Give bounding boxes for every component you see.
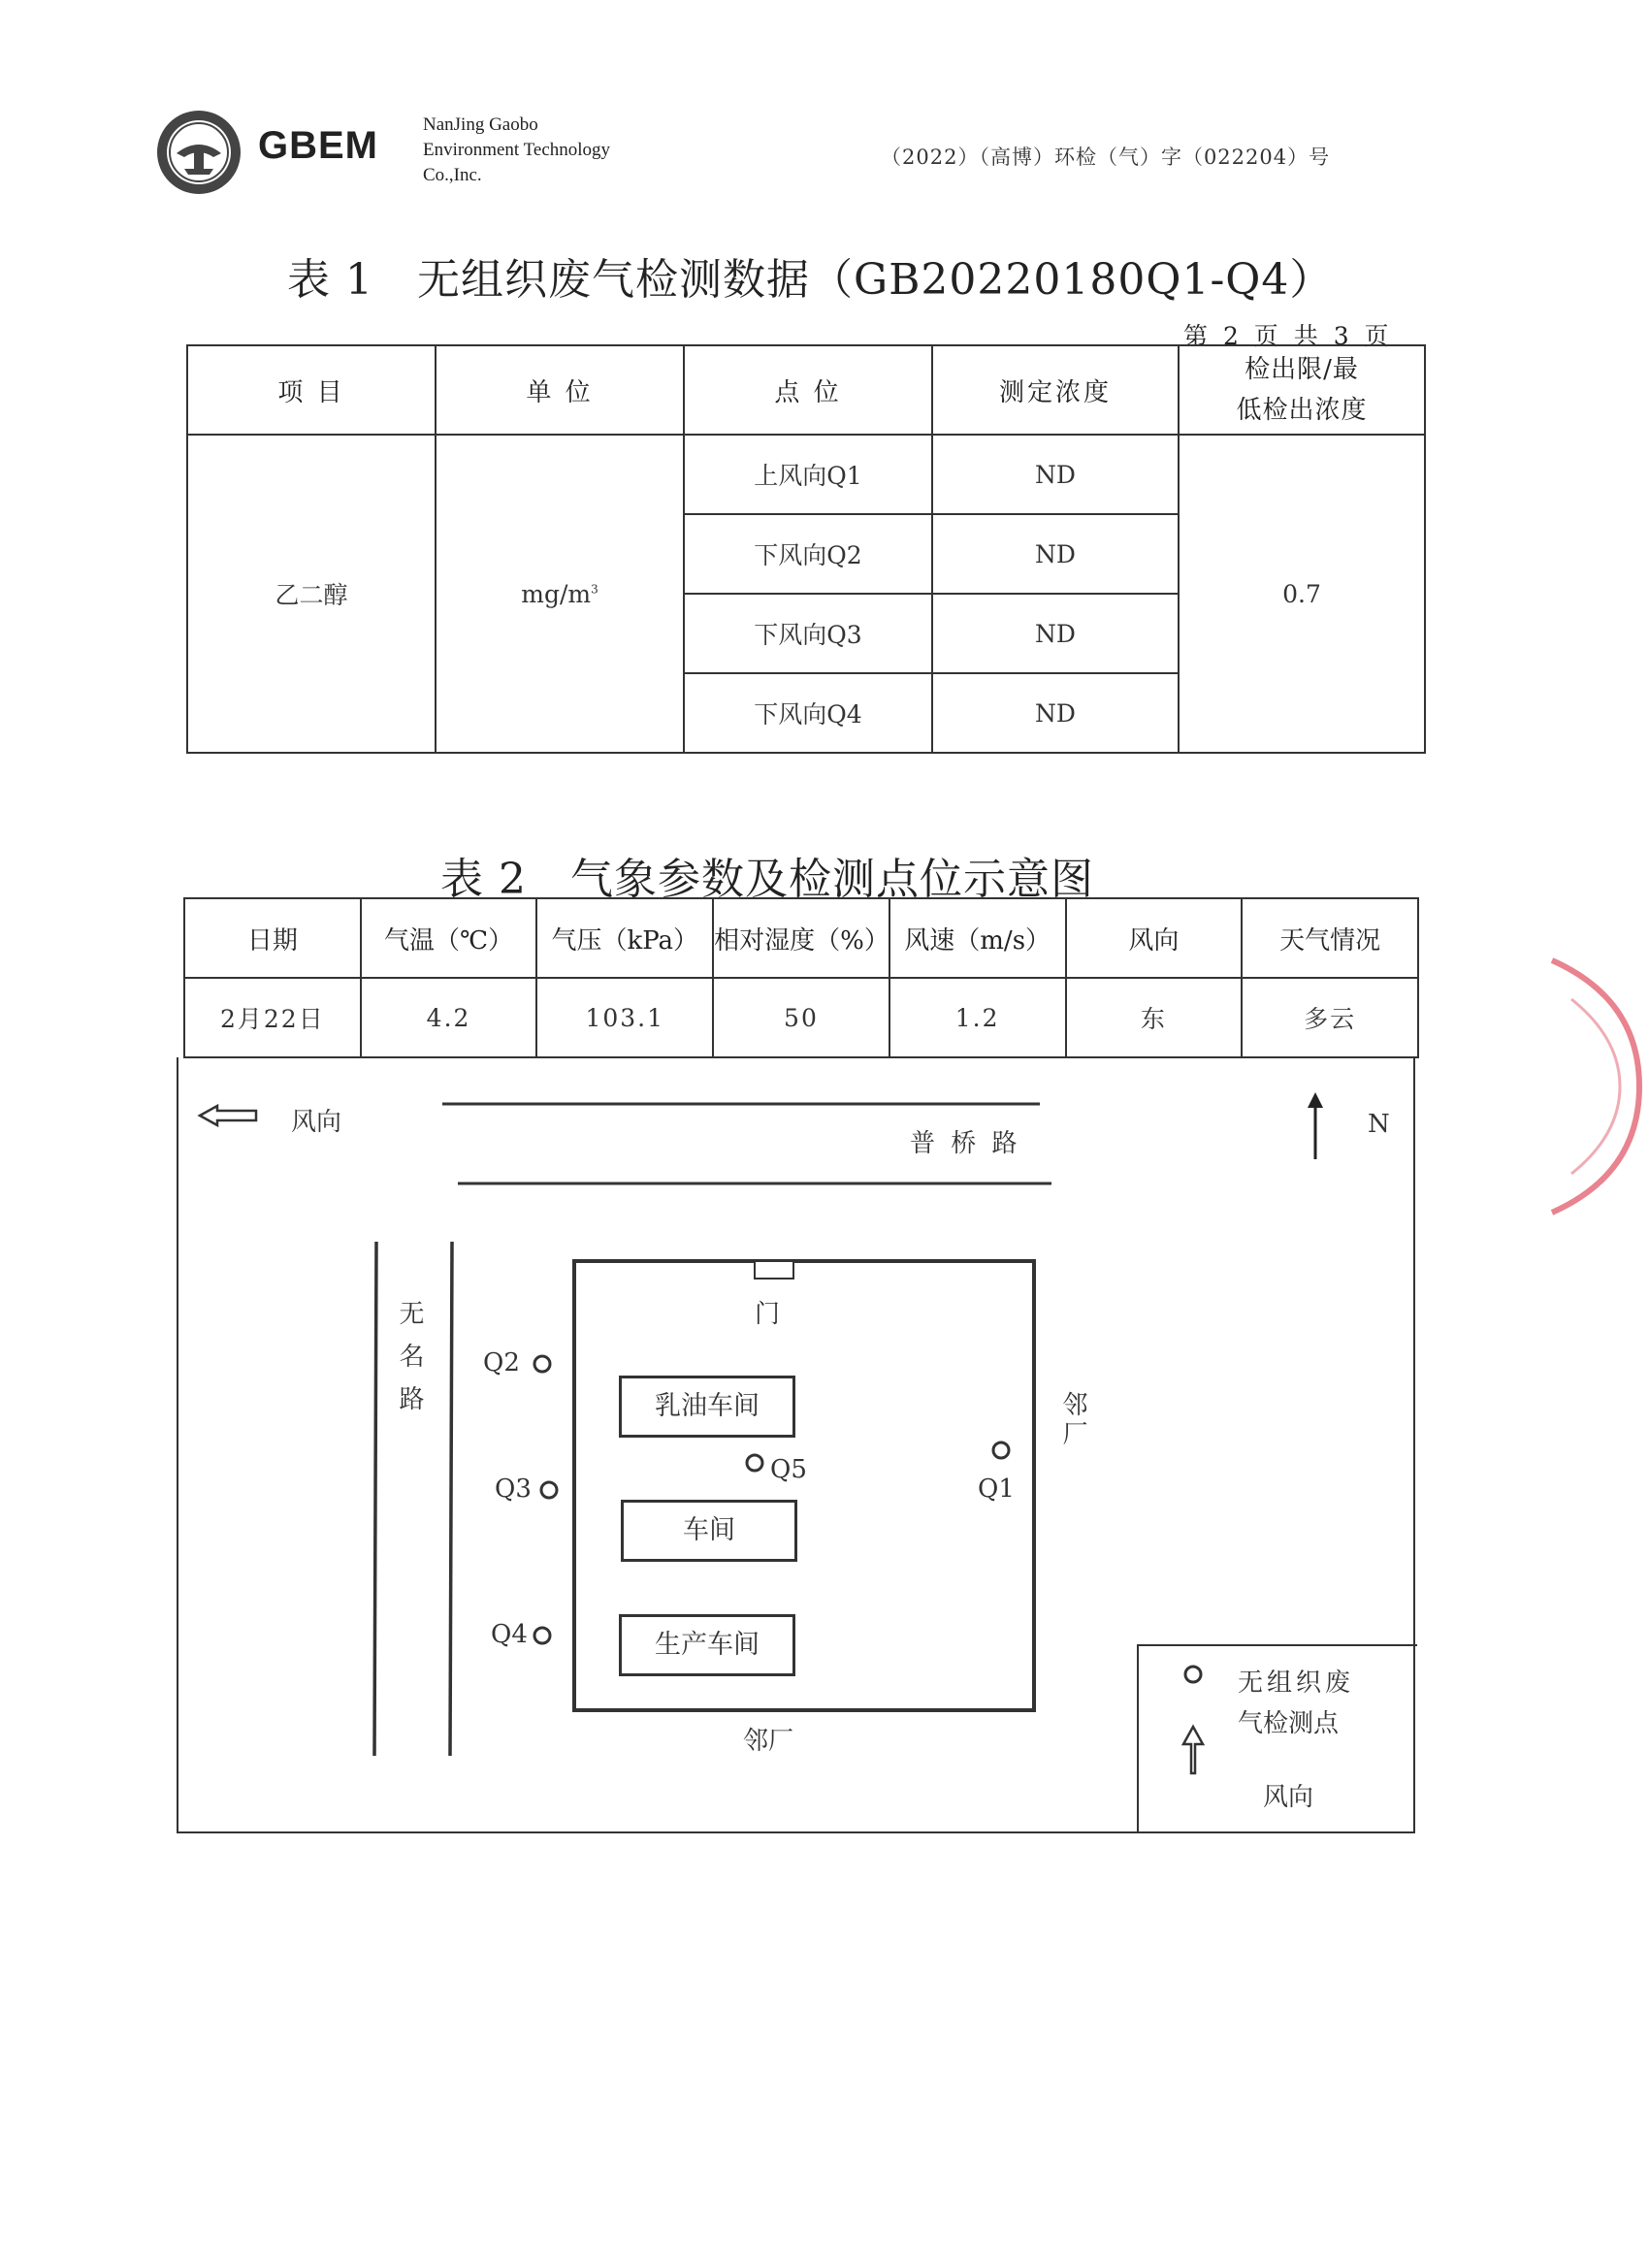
gate-label: 门 <box>755 1300 781 1329</box>
header-value: 测定浓度 <box>932 345 1179 435</box>
header-point: 点 位 <box>684 345 932 435</box>
header-temp: 气温（℃） <box>361 898 537 978</box>
point-q2-marker <box>534 1356 550 1372</box>
seal-stamp <box>1533 941 1649 1232</box>
point-q3-marker <box>541 1482 557 1498</box>
north-label: N <box>1368 1110 1390 1139</box>
table2 <box>183 897 1419 1058</box>
value-cell: ND <box>932 514 1179 594</box>
legend-point-label-1: 无组织废 <box>1238 1669 1355 1698</box>
company-name: NanJing Gaobo Environment Technology Co.,Inc. <box>423 114 611 185</box>
temp-cell: 4.2 <box>361 978 537 1057</box>
date-cell: 2月22日 <box>184 978 361 1057</box>
header-humidity: 相对湿度（%） <box>713 898 889 978</box>
header-weather: 天气情况 <box>1242 898 1418 978</box>
wind-arrow-icon <box>200 1106 256 1125</box>
table1-header-row <box>187 345 1425 435</box>
building-emulsion-workshop: 乳油车间 <box>619 1376 795 1438</box>
point-q5-marker <box>747 1455 762 1471</box>
point-cell: 下风向Q4 <box>684 673 932 753</box>
building-production-workshop: 生产车间 <box>619 1614 795 1676</box>
point-cell: 下风向Q2 <box>684 514 932 594</box>
table2-header-row <box>184 898 1418 978</box>
report-number: （2022）（高博）环检（气）字（022204）号 <box>881 146 1331 169</box>
point-q3-label: Q3 <box>495 1474 532 1504</box>
company-logo <box>155 109 242 196</box>
road-left-label: 无名路 <box>395 1300 424 1428</box>
point-cell: 上风向Q1 <box>684 435 932 514</box>
point-q1-marker <box>993 1442 1009 1458</box>
pressure-cell: 103.1 <box>536 978 713 1057</box>
brand-name: GBEM <box>258 124 378 167</box>
legend-wind-label: 风向 <box>1263 1783 1314 1812</box>
point-q5-label: Q5 <box>770 1455 807 1484</box>
humidity-cell: 50 <box>713 978 889 1057</box>
item-cell: 乙二醇 <box>187 435 436 753</box>
neighbor-bottom-label: 邻厂 <box>743 1727 794 1756</box>
value-cell: ND <box>932 594 1179 673</box>
table2-title: 表 2 气象参数及检测点位示意图 <box>440 855 1094 904</box>
wind-speed-cell: 1.2 <box>889 978 1066 1057</box>
wind-label: 风向 <box>291 1108 342 1137</box>
neighbor-right-label: 邻厂 <box>1058 1391 1087 1449</box>
table-row <box>187 435 1425 514</box>
building-workshop: 车间 <box>621 1500 797 1562</box>
table1-title: 表 1 无组织废气检测数据（GB20220180Q1-Q4） <box>287 255 1334 305</box>
table1 <box>186 344 1426 754</box>
legend-point-label-2: 气检测点 <box>1238 1709 1340 1738</box>
point-q1-label: Q1 <box>978 1474 1015 1504</box>
table-row <box>184 978 1418 1057</box>
header-pressure: 气压（kPa） <box>536 898 713 978</box>
header-wind-dir: 风向 <box>1066 898 1243 978</box>
point-q4-label: Q4 <box>491 1620 528 1649</box>
header-item: 项 目 <box>187 345 436 435</box>
site-diagram <box>177 1057 1415 1833</box>
point-cell: 下风向Q3 <box>684 594 932 673</box>
weather-cell: 多云 <box>1242 978 1418 1057</box>
header-unit: 单 位 <box>436 345 684 435</box>
road-top-label: 普 桥 路 <box>910 1129 1021 1158</box>
page-info: 第 2 页 共 3 页 <box>1183 322 1393 350</box>
limit-cell: 0.7 <box>1179 435 1425 753</box>
wind-dir-cell: 东 <box>1066 978 1243 1057</box>
header-wind-speed: 风速（m/s） <box>889 898 1066 978</box>
unit-cell: $mg/m^3$ <box>436 435 684 753</box>
point-q4-marker <box>534 1628 550 1643</box>
header-date: 日期 <box>184 898 361 978</box>
header-limit: 检出限/最 低检出浓度 <box>1179 345 1425 435</box>
value-cell: ND <box>932 435 1179 514</box>
value-cell: ND <box>932 673 1179 753</box>
point-q2-label: Q2 <box>483 1348 520 1377</box>
